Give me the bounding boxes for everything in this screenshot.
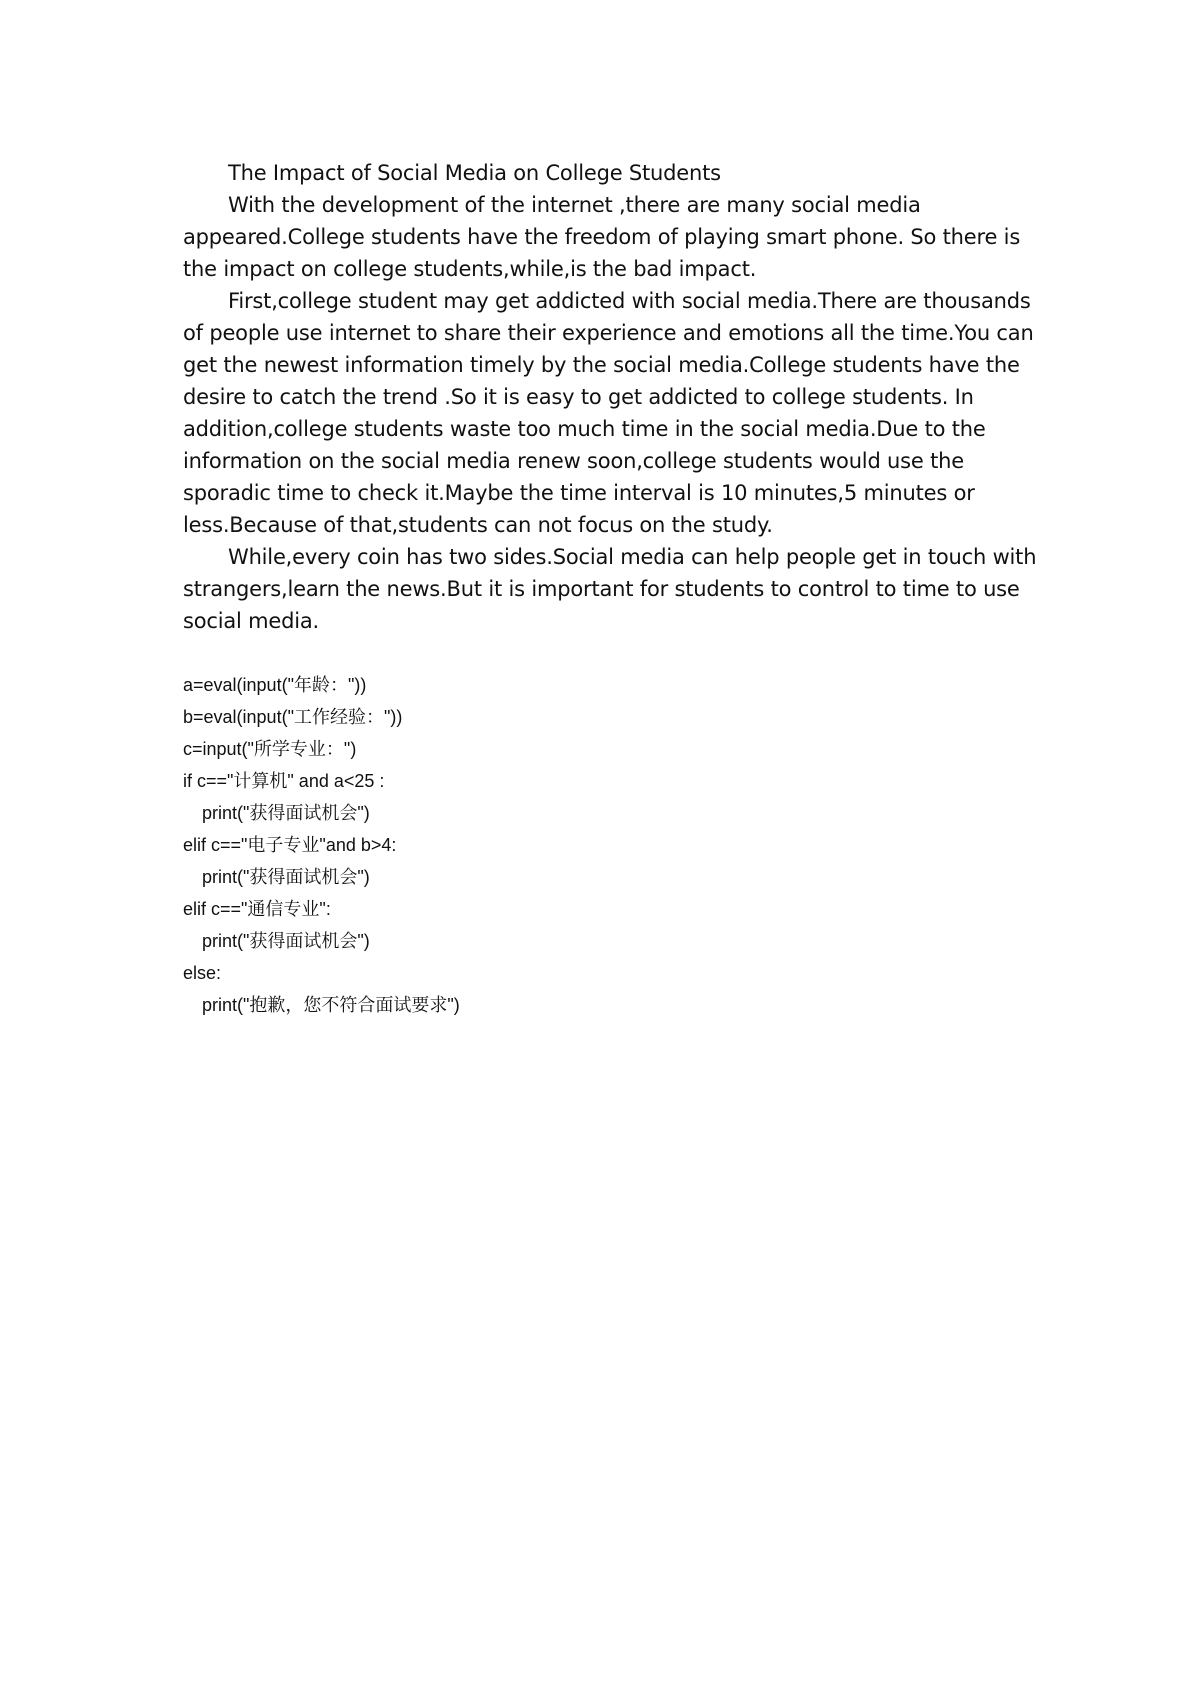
code-block	[183, 669, 883, 1021]
essay-paragraph-2: First,college student may get addicted with social media.There are thousands of people use internet to share their experience and emotions all the time.You can get the newest information timely by the social media.College students have the desire to catch the trend .So it is easy to get addicted to college students. In addition,college students waste too much time in the social media.Due to the information on the social media renew soon,college students would use the sporadic time to check it.Maybe the time interval is 10 minutes,5 minutes or less.Because of that,students can not focus on the study.	[183, 289, 1034, 537]
code-line-9: print("获得面试机会")	[202, 931, 370, 951]
code-line-10: else:	[183, 963, 222, 983]
code-line-6: elif c=="电子专业"and b>4:	[183, 835, 397, 855]
code-line-2: b=eval(input("工作经验："))	[183, 707, 403, 727]
code-line-3: c=input("所学专业：")	[183, 739, 357, 759]
code-line-11: print("抱歉，您不符合面试要求")	[202, 995, 460, 1015]
code-line-5: print("获得面试机会")	[202, 803, 370, 823]
code-line-7: print("获得面试机会")	[202, 867, 370, 887]
code-line-4: if c=="计算机" and a<25 :	[183, 771, 385, 791]
code-line-1: a=eval(input("年龄："))	[183, 675, 367, 695]
essay-body	[183, 157, 1043, 637]
essay-paragraph-3: While,every coin has two sides.Social media can help people get in touch with strangers,learn the news.But it is important for students to control to time to use social media.	[183, 545, 1037, 633]
essay-paragraph-1: With the development of the internet ,there are many social media appeared.College students have the freedom of playing smart phone. So there is the impact on college students,while,is the bad impact.	[183, 193, 1021, 281]
essay-title: The Impact of Social Media on College Students	[228, 161, 721, 185]
code-line-8: elif c=="通信专业":	[183, 899, 331, 919]
